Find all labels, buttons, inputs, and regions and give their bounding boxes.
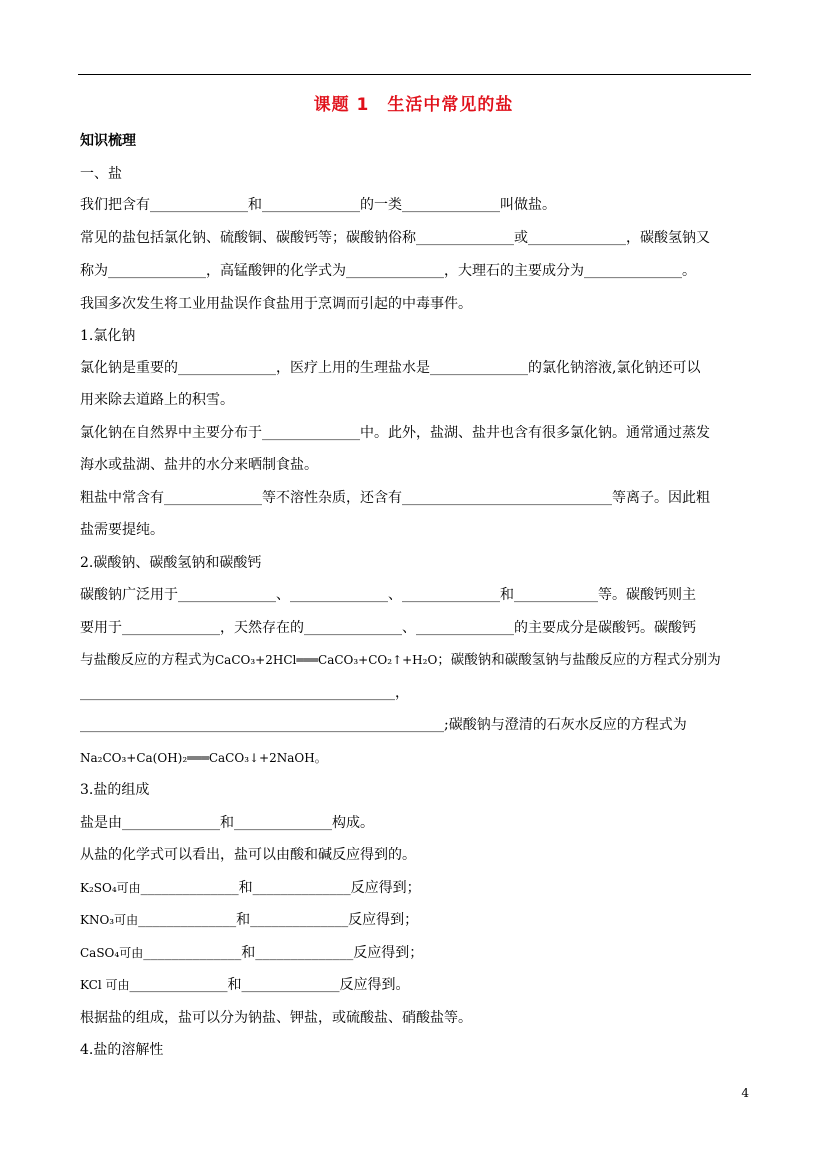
blank: ______________ [129, 977, 228, 993]
blank: ____________ [514, 587, 598, 603]
paragraph-line: 我国多次发生将工业用盐误作食盐用于烹调而引起的中毒事件。 [80, 296, 472, 312]
blank: ______________ [262, 425, 360, 441]
paragraph-line: 与盐酸反应的方程式为CaCO₃+2HCl═══CaCO₃+CO₂↑+H₂O；碳酸钠和碳酸氢钠与盐酸反应的方程式分别为 [80, 652, 721, 668]
blank: ______________ [416, 620, 514, 636]
paragraph-line: 盐需要提纯。 [80, 522, 164, 538]
blank: ______________ [416, 230, 514, 246]
blank: ______________ [255, 945, 354, 961]
blank: ______________________________ [402, 490, 612, 506]
paragraph-line: ____________________________________________________;碳酸钠与澄清的石灰水反应的方程式为 [80, 717, 687, 733]
paragraph-line: 常见的盐包括氯化钠、硫酸铜、碳酸钙等；碳酸钠俗称______________或______________，碳酸氢钠又 [80, 230, 710, 246]
paragraph-line: 用来除去道路上的积雪。 [80, 392, 234, 408]
paragraph-line: CaSO₄可由______________和______________反应得到； [80, 945, 424, 961]
paragraph-line: 称为______________，高锰酸钾的化学式为______________，大理石的主要成分为______________。 [80, 263, 696, 279]
blank: ______________ [252, 880, 351, 896]
section-heading: 知识梳理 [80, 133, 136, 149]
paragraph-line: 我们把含有______________和______________的一类______________叫做盐。 [80, 197, 556, 213]
blank: ______________ [402, 197, 500, 213]
paragraph-line: 碳酸钠广泛用于______________、______________、______________和____________等。碳酸钙则主 [80, 587, 696, 603]
paragraph-line: 氯化钠在自然界中主要分布于______________中。此外，盐湖、盐井也含有很多氯化钠。通常通过蒸发 [80, 425, 710, 441]
section-solubility: 4.盐的溶解性 [80, 1042, 164, 1058]
paragraph-line: _____________________________________________， [80, 685, 409, 701]
blank: ______________ [528, 230, 626, 246]
blank: ______________ [346, 263, 444, 279]
paragraph-line: 海水或盐湖、盐井的水分来晒制食盐。 [80, 457, 318, 473]
paragraph-line: K₂SO₄可由______________和______________反应得到； [80, 880, 421, 896]
blank: _____________________________________________ [80, 685, 395, 701]
blank: ______________ [262, 197, 360, 213]
blank: ______________ [108, 263, 206, 279]
blank: ______________ [430, 360, 528, 376]
paragraph-line: KNO₃可由______________和______________反应得到； [80, 912, 419, 928]
section-composition: 3.盐的组成 [80, 782, 150, 798]
section-carbonates: 2.碳酸钠、碳酸氢钠和碳酸钙 [80, 555, 262, 571]
blank: ______________ [250, 912, 349, 928]
paragraph-line: 要用于______________，天然存在的______________、______________的主要成分是碳酸钙。碳酸钙 [80, 620, 696, 636]
paragraph-line: 盐是由______________和______________构成。 [80, 815, 374, 831]
blank: ______________ [241, 977, 340, 993]
paragraph-line: 根据盐的组成，盐可以分为钠盐、钾盐，或硫酸盐、硝酸盐等。 [80, 1010, 472, 1026]
paragraph-line: 粗盐中常含有______________等不溶性杂质，还含有______________________________等离子。因此粗 [80, 490, 710, 506]
blank: ______________ [164, 490, 262, 506]
subsection-salt: 一、盐 [80, 166, 122, 182]
blank: ______________ [402, 587, 500, 603]
blank: ______________ [140, 880, 239, 896]
blank: ______________ [178, 360, 276, 376]
page-title: 课题 1 生活中常见的盐 [313, 95, 514, 115]
equation: Na₂CO₃+Ca(OH)₂═══CaCO₃↓+2NaOH。 [80, 751, 327, 765]
paragraph-line: 从盐的化学式可以看出，盐可以由酸和碱反应得到的。 [80, 847, 416, 863]
blank: ______________ [234, 815, 332, 831]
paragraph-line: 氯化钠是重要的______________，医疗上用的生理盐水是______________的氯化钠溶液,氯化钠还可以 [80, 360, 701, 376]
blank: ______________ [150, 197, 248, 213]
section-sodium-chloride: 1.氯化钠 [80, 328, 136, 344]
header-rule [78, 74, 751, 75]
blank: ______________ [143, 945, 242, 961]
equation: CaCO₃+2HCl═══CaCO₃+CO₂↑+H₂O [215, 653, 438, 667]
blank: ______________ [122, 620, 220, 636]
paragraph-line: KCl 可由______________和______________反应得到。 [80, 977, 410, 993]
blank: ______________ [584, 263, 682, 279]
blank: ______________ [290, 587, 388, 603]
blank: ____________________________________________________ [80, 717, 444, 733]
blank: ______________ [178, 587, 276, 603]
blank: ______________ [138, 912, 237, 928]
blank: ______________ [304, 620, 402, 636]
blank: ______________ [122, 815, 220, 831]
page-number: 4 [741, 1086, 749, 1100]
